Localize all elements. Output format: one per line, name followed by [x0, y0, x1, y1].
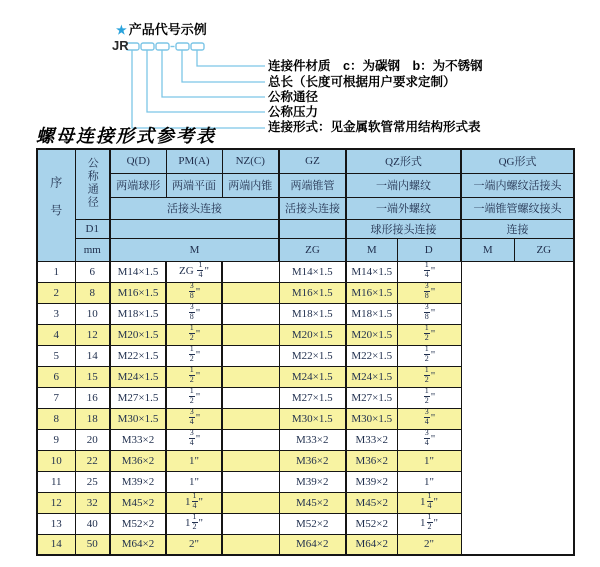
cell-seq: 3: [37, 303, 75, 324]
cell-qz-m: [222, 471, 279, 492]
table-row: [37, 387, 574, 408]
fraction: $\frac{3}{8}$: [189, 303, 194, 321]
header-col-q: Q(D): [110, 149, 166, 173]
cell-seq: 14: [37, 534, 75, 555]
cell-dn-mm: 12: [75, 324, 110, 345]
cell-qz-m: [222, 534, 279, 555]
cell-m: M14×1.5: [110, 261, 166, 282]
label-pressure: 公称压力: [268, 105, 319, 119]
cell-seq: 8: [37, 408, 75, 429]
cell-qz-m: [222, 492, 279, 513]
table-row: [37, 513, 574, 534]
header-dn-label: 公称通径: [86, 156, 99, 209]
cell-m: M36×2: [110, 450, 166, 471]
header-dn: [75, 149, 110, 219]
cell-dn-mm: 15: [75, 366, 110, 387]
cell-gz: $\frac{1}{2}$ ": [166, 345, 222, 366]
fraction: $\frac{1}{4}$: [424, 261, 429, 279]
cell-gz: $\frac{3}{4}$ ": [166, 429, 222, 450]
cell-seq: 5: [37, 345, 75, 366]
fraction: $\frac{3}{8}$: [424, 282, 429, 300]
cell-dn-mm: 18: [75, 408, 110, 429]
cell-qz-d: M33×2: [279, 429, 346, 450]
fraction: $\frac{1}{4}$: [198, 261, 203, 279]
cell-qg-zg: $\frac{1}{2}$ ": [397, 387, 461, 408]
lead-line-pressure: [147, 50, 265, 112]
fraction: $\frac{3}{8}$: [424, 303, 429, 321]
cell-qz-d: M30×1.5: [279, 408, 346, 429]
cell-qz-m: [222, 408, 279, 429]
cell-gz: 1 $\frac{1}{2}$ ": [166, 513, 222, 534]
table-row: [37, 471, 574, 492]
label-material: 连接件材质 c：为碳钢 b：为不锈钢: [268, 59, 483, 73]
cell-qg-m: M30×1.5: [346, 408, 397, 429]
header-qg-desc2: 一端锥管螺纹接头: [461, 197, 574, 219]
header-col-nz: NZ(C): [222, 149, 279, 173]
cell-qz-d: M52×2: [279, 513, 346, 534]
table-row: [37, 429, 574, 450]
cell-dn-mm: 8: [75, 282, 110, 303]
cell-dn-mm: 22: [75, 450, 110, 471]
header-d1: D1: [75, 219, 110, 238]
cell-qg-m: M16×1.5: [346, 282, 397, 303]
header-qg-m: M: [461, 238, 514, 261]
table-row: [37, 345, 574, 366]
label-connection: 连接形式：见金属软管常用结构形式表: [268, 120, 481, 134]
fraction: $\frac{1}{2}$: [424, 387, 429, 405]
cell-qz-d: M20×1.5: [279, 324, 346, 345]
header-qg-desc3: 连接: [461, 219, 574, 238]
cell-gz: $\frac{1}{2}$ ": [166, 387, 222, 408]
cell-qg-zg: $\frac{3}{8}$ ": [397, 303, 461, 324]
header-seq-label: 序号: [48, 175, 63, 232]
table-row: [37, 366, 574, 387]
header-empty-m: [110, 219, 279, 238]
nut-connection-table: [36, 148, 575, 556]
fraction: $\frac{3}{4}$: [424, 408, 429, 426]
star-icon: ★: [116, 23, 127, 37]
cell-seq: 1: [37, 261, 75, 282]
table-title: 螺母连接形式参考表: [36, 126, 216, 146]
cell-qg-m: M14×1.5: [346, 261, 397, 282]
cell-m: M33×2: [110, 429, 166, 450]
cell-qz-d: M22×1.5: [279, 345, 346, 366]
code-box-2: [141, 43, 154, 50]
cell-m: M52×2: [110, 513, 166, 534]
fraction: $\frac{1}{2}$: [189, 387, 194, 405]
cell-gz: $\frac{1}{2}$ ": [166, 324, 222, 345]
cell-qg-zg: $\frac{1}{4}$ ": [397, 261, 461, 282]
table-row: [37, 282, 574, 303]
cell-qg-zg: $\frac{1}{2}$ ": [397, 345, 461, 366]
cell-qz-m: [222, 303, 279, 324]
header-qz-desc1: 一端内螺纹: [346, 173, 461, 197]
table-body: [37, 261, 574, 555]
fraction: $\frac{3}{4}$: [189, 408, 194, 426]
cell-m: M64×2: [110, 534, 166, 555]
cell-m: M30×1.5: [110, 408, 166, 429]
cell-qg-zg: 2": [397, 534, 461, 555]
cell-m: M45×2: [110, 492, 166, 513]
cell-qz-m: [222, 282, 279, 303]
cell-dn-mm: 10: [75, 303, 110, 324]
fraction: $\frac{1}{4}$: [427, 492, 432, 510]
cell-qg-m: M18×1.5: [346, 303, 397, 324]
cell-qz-d: M39×2: [279, 471, 346, 492]
table-header: [37, 149, 574, 261]
cell-dn-mm: 16: [75, 387, 110, 408]
header-mm: mm: [75, 238, 110, 261]
cell-seq: 12: [37, 492, 75, 513]
cell-dn-mm: 32: [75, 492, 110, 513]
cell-seq: 4: [37, 324, 75, 345]
cell-m: M27×1.5: [110, 387, 166, 408]
code-box-3: [156, 43, 169, 50]
cell-seq: 10: [37, 450, 75, 471]
header-col-gz: GZ: [279, 149, 346, 173]
cell-qz-d: M36×2: [279, 450, 346, 471]
fraction: $\frac{1}{2}$: [192, 513, 197, 531]
fraction: $\frac{1}{2}$: [189, 324, 194, 342]
cell-m: M24×1.5: [110, 366, 166, 387]
table-row: [37, 408, 574, 429]
cell-gz: $\frac{3}{8}$ ": [166, 303, 222, 324]
cell-seq: 6: [37, 366, 75, 387]
cell-qg-m: M24×1.5: [346, 366, 397, 387]
header-qg-desc1: 一端内螺纹活接头: [461, 173, 574, 197]
cell-dn-mm: 25: [75, 471, 110, 492]
cell-qz-m: [222, 324, 279, 345]
header-q-desc: 两端球形: [110, 173, 166, 197]
header-gz-desc: 两端锥管: [279, 173, 346, 197]
cell-qg-zg: 1": [397, 450, 461, 471]
header-gz-union: 活接头连接: [279, 197, 346, 219]
cell-qz-d: M18×1.5: [279, 303, 346, 324]
cell-qz-d: M64×2: [279, 534, 346, 555]
cell-qz-d: M45×2: [279, 492, 346, 513]
cell-dn-mm: 6: [75, 261, 110, 282]
header-seq: [37, 149, 75, 261]
cell-gz: 2": [166, 534, 222, 555]
header-col-qz: QZ形式: [346, 149, 461, 173]
header-qz-desc2: 一端外螺纹: [346, 197, 461, 219]
table-row: [37, 492, 574, 513]
cell-qg-zg: $\frac{3}{4}$ ": [397, 429, 461, 450]
table-row: [37, 534, 574, 555]
diagram-heading-text: 产品代号示例: [128, 22, 207, 37]
lead-line-connection: [132, 50, 265, 128]
fraction: $\frac{3}{8}$: [189, 282, 194, 300]
code-box-5: [191, 43, 204, 50]
cell-seq: 11: [37, 471, 75, 492]
fraction: $\frac{3}{4}$: [189, 429, 194, 447]
cell-gz: $\frac{3}{4}$ ": [166, 408, 222, 429]
fraction: $\frac{1}{2}$: [424, 324, 429, 342]
diagram-heading: [116, 19, 207, 38]
cell-seq: 7: [37, 387, 75, 408]
cell-m: M39×2: [110, 471, 166, 492]
label-length: 总长（长度可根据用户要求定制）: [268, 75, 456, 89]
label-diameter: 公称通径: [268, 90, 319, 104]
cell-qz-d: M24×1.5: [279, 366, 346, 387]
cell-qz-d: M27×1.5: [279, 387, 346, 408]
cell-gz: $\frac{1}{2}$ ": [166, 366, 222, 387]
header-union-desc: 活接头连接: [110, 197, 279, 219]
cell-qg-m: M39×2: [346, 471, 397, 492]
cell-qg-m: M45×2: [346, 492, 397, 513]
cell-qg-m: M22×1.5: [346, 345, 397, 366]
cell-m: M22×1.5: [110, 345, 166, 366]
cell-qg-zg: 1 $\frac{1}{4}$ ": [397, 492, 461, 513]
cell-qg-zg: $\frac{3}{8}$ ": [397, 282, 461, 303]
table-row: [37, 324, 574, 345]
cell-seq: 13: [37, 513, 75, 534]
header-qz-d: D: [397, 238, 461, 261]
fraction: $\frac{1}{4}$: [192, 492, 197, 510]
code-box-4: [176, 43, 189, 50]
cell-qg-m: M52×2: [346, 513, 397, 534]
header-m-label: M: [110, 238, 279, 261]
cell-gz: 1": [166, 450, 222, 471]
cell-gz: 1": [166, 471, 222, 492]
cell-qz-d: M16×1.5: [279, 282, 346, 303]
cell-qz-d: M14×1.5: [279, 261, 346, 282]
table-row: [37, 261, 574, 282]
cell-seq: 9: [37, 429, 75, 450]
cell-qz-m: [222, 513, 279, 534]
fraction: $\frac{1}{2}$: [424, 366, 429, 384]
fraction: $\frac{3}{4}$: [424, 429, 429, 447]
cell-gz: $\frac{3}{8}$ ": [166, 282, 222, 303]
cell-qz-m: [222, 345, 279, 366]
table-row: [37, 450, 574, 471]
cell-qg-zg: $\frac{1}{2}$ ": [397, 324, 461, 345]
fraction: $\frac{1}{2}$: [427, 513, 432, 531]
fraction: $\frac{1}{2}$: [424, 345, 429, 363]
cell-qz-m: [222, 387, 279, 408]
cell-m: M20×1.5: [110, 324, 166, 345]
lead-line-diameter: [162, 50, 265, 97]
cell-qg-zg: 1": [397, 471, 461, 492]
header-col-qg: QG形式: [461, 149, 574, 173]
cell-dn-mm: 50: [75, 534, 110, 555]
cell-seq: 2: [37, 282, 75, 303]
cell-qz-m: [222, 366, 279, 387]
header-col-pm: PM(A): [166, 149, 222, 173]
fraction: $\frac{1}{2}$: [189, 366, 194, 384]
cell-m: M18×1.5: [110, 303, 166, 324]
header-zg-label: ZG: [279, 238, 346, 261]
cell-qz-m: [222, 450, 279, 471]
header-qg-zg: ZG: [514, 238, 574, 261]
cell-qg-m: M64×2: [346, 534, 397, 555]
header-empty-gz: [279, 219, 346, 238]
header-pm-desc: 两端平面: [166, 173, 222, 197]
cell-m: M16×1.5: [110, 282, 166, 303]
cell-qg-zg: $\frac{3}{4}$ ": [397, 408, 461, 429]
header-qz-m: M: [346, 238, 397, 261]
cell-qz-m: [222, 261, 279, 282]
table-row: [37, 303, 574, 324]
cell-gz: ZG $\frac{1}{4}$ ": [166, 261, 222, 282]
cell-gz: 1 $\frac{1}{4}$ ": [166, 492, 222, 513]
cell-dn-mm: 20: [75, 429, 110, 450]
cell-qg-m: M33×2: [346, 429, 397, 450]
cell-qg-m: M27×1.5: [346, 387, 397, 408]
cell-qg-m: M36×2: [346, 450, 397, 471]
fraction: $\frac{1}{2}$: [189, 345, 194, 363]
header-qz-desc3: 球形接头连接: [346, 219, 461, 238]
cell-qg-zg: $\frac{1}{2}$ ": [397, 366, 461, 387]
cell-qz-m: [222, 429, 279, 450]
cell-dn-mm: 40: [75, 513, 110, 534]
cell-qg-m: M20×1.5: [346, 324, 397, 345]
cell-qg-zg: 1 $\frac{1}{2}$ ": [397, 513, 461, 534]
header-nz-desc: 两端内锥: [222, 173, 279, 197]
code-prefix: JR: [112, 38, 129, 53]
lead-line-material: [197, 50, 265, 66]
cell-dn-mm: 14: [75, 345, 110, 366]
